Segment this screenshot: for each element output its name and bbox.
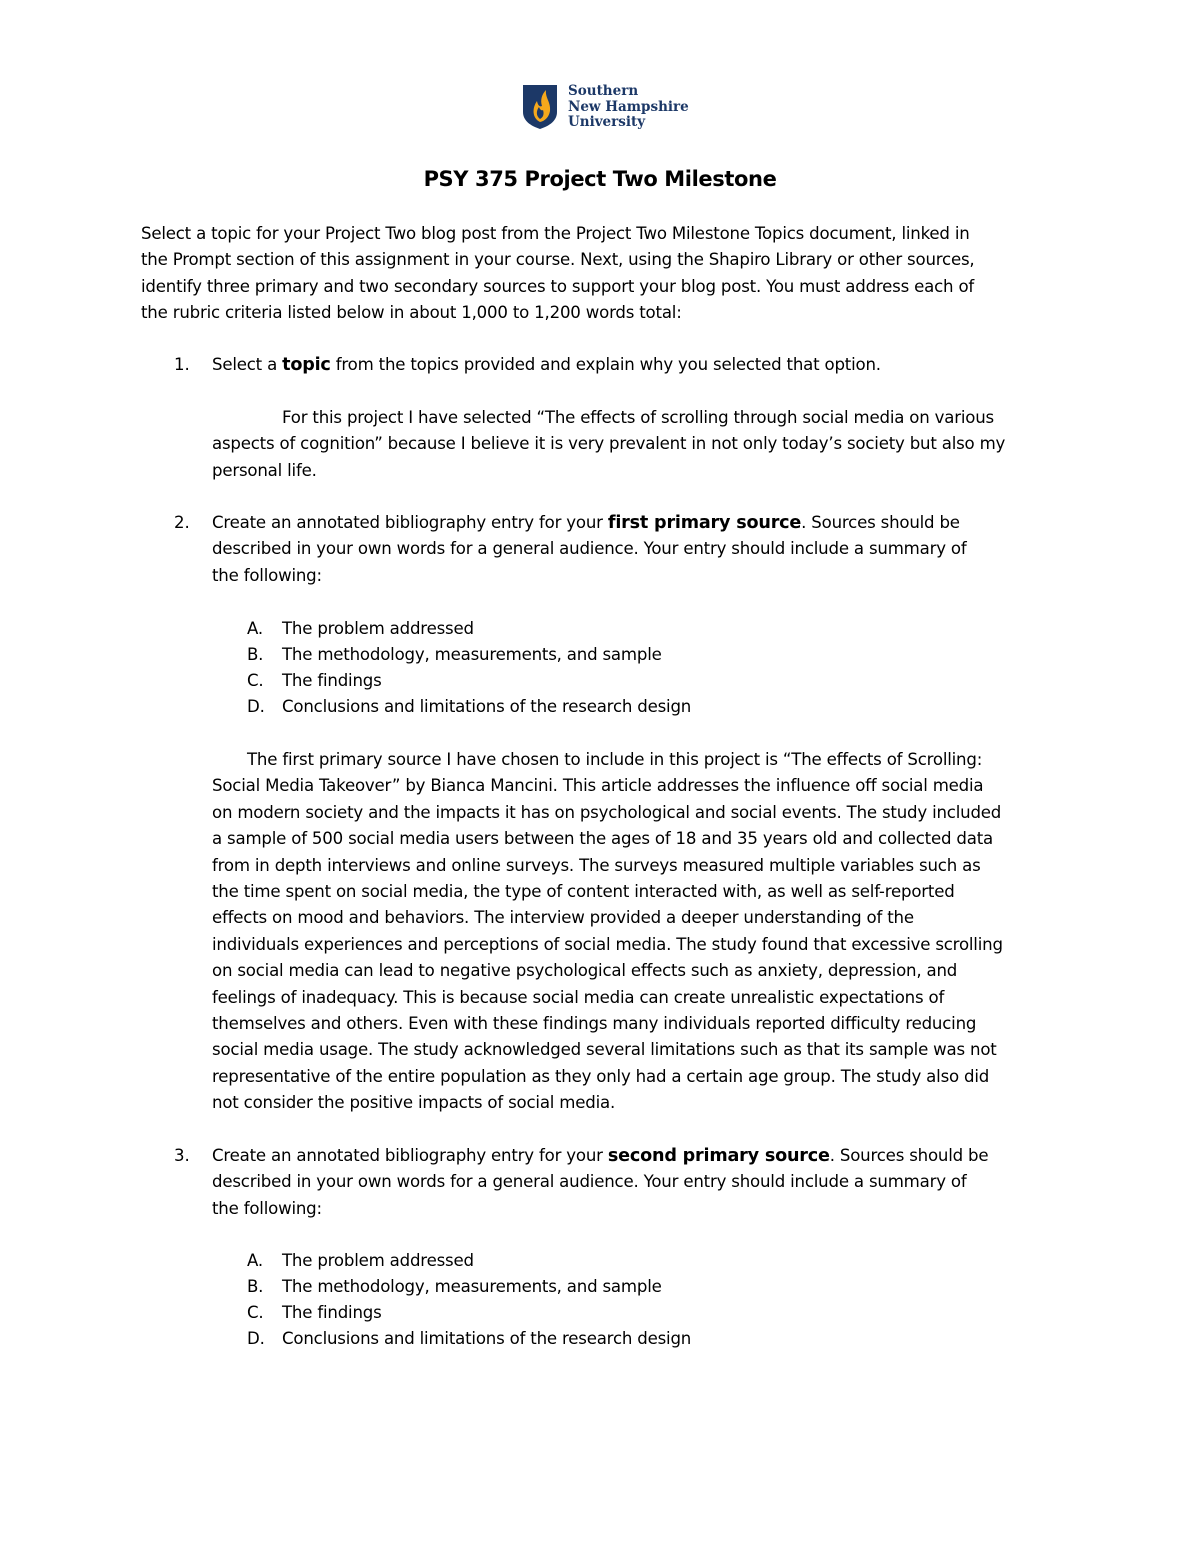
- logo-wordmark: [568, 84, 689, 131]
- answer-line: on modern society and the impacts it has on psychological and social events. The study included: [212, 802, 1002, 822]
- list-letter: A.: [247, 1251, 263, 1270]
- answer-line: Social Media Takeover” by Bianca Mancini. This article addresses the influence off social media: [212, 776, 984, 796]
- answer-line: For this project I have selected “The effects of scrolling through social media on various: [282, 408, 994, 427]
- list-text: The findings: [282, 671, 382, 690]
- logo-line-2: New Hampshire: [568, 98, 689, 115]
- answer-line: the time spent on social media, the type of content interacted with, as well as self-reported: [212, 882, 955, 902]
- answer-line: on social media can lead to negative psychological effects such as anxiety, depression, and: [212, 961, 958, 981]
- list-text: The problem addressed: [282, 1251, 474, 1270]
- item-1-text: [212, 352, 881, 378]
- list-letter: B.: [247, 1277, 264, 1296]
- list-text: The problem addressed: [282, 619, 474, 638]
- answer-line: personal life.: [212, 460, 317, 480]
- item-number: 2.: [174, 513, 190, 532]
- answer-line: representative of the entire population as they only had a certain age group. The study also did: [212, 1066, 990, 1086]
- answer-line: The first primary source I have chosen to include in this project is “The effects of Scrolling:: [247, 750, 983, 769]
- answer-line: aspects of cognition” because I believe it is very prevalent in not only today’s society but also my: [212, 434, 1006, 454]
- answer-line: themselves and others. Even with these findings many individuals reported difficulty reducing: [212, 1014, 977, 1034]
- list-letter: D.: [247, 1329, 265, 1348]
- answer-line: feelings of inadequacy. This is because social media can create unrealistic expectations of: [212, 987, 945, 1007]
- list-text: Conclusions and limitations of the research design: [282, 697, 692, 716]
- item-bold-term: topic: [282, 355, 331, 375]
- item-3-text: [212, 1143, 988, 1222]
- item-bold-term: second primary source: [607, 1146, 830, 1166]
- item-bold-term: first primary source: [607, 513, 802, 533]
- item-line: described in your own words for a general audience. Your entry should include a summary of: [212, 1172, 967, 1192]
- item-text-after: from the topics provided and explain why you selected that option.: [330, 355, 881, 374]
- item-number: 1.: [174, 355, 190, 374]
- answer-line: a sample of 500 social media users between the ages of 18 and 35 years old and collected data: [212, 829, 993, 849]
- list-text: Conclusions and limitations of the research design: [282, 1329, 692, 1348]
- item-text-after: . Sources should be: [829, 1146, 989, 1165]
- list-letter: C.: [247, 1303, 264, 1322]
- item-text-before: Create an annotated bibliography entry for your: [212, 1146, 608, 1165]
- answer-line: from in depth interviews and online surveys. The surveys measured multiple variables such as: [212, 855, 981, 875]
- list-text: The methodology, measurements, and sample: [282, 1277, 662, 1296]
- list-letter: D.: [247, 697, 265, 716]
- answer-line: effects on mood and behaviors. The interview provided a deeper understanding of the: [212, 908, 914, 928]
- list-letter: A.: [247, 619, 263, 638]
- item-text-before: Create an annotated bibliography entry for your: [212, 513, 608, 532]
- list-text: The findings: [282, 1303, 382, 1322]
- logo-line-3: University: [568, 114, 646, 130]
- answer-2-paragraph: [212, 747, 1003, 1117]
- intro-line: the rubric criteria listed below in about 1,000 to 1,200 words total:: [141, 303, 682, 323]
- item-2-text: [212, 510, 967, 589]
- shield-flame-icon: [522, 84, 562, 130]
- list-letter: B.: [247, 645, 264, 664]
- intro-line: identify three primary and two secondary sources to support your blog post. You must address each of: [141, 276, 975, 296]
- list-letter: C.: [247, 671, 264, 690]
- answer-line: individuals experiences and perceptions of social media. The study found that excessive scrolling: [212, 934, 1003, 954]
- intro-line: the Prompt section of this assignment in your course. Next, using the Shapiro Library or other sources,: [141, 250, 975, 270]
- page-title: PSY 375 Project Two Milestone: [423, 167, 777, 191]
- intro-paragraph: [141, 221, 974, 327]
- intro-line: Select a topic for your Project Two blog post from the Project Two Milestone Topics document, linked in: [141, 224, 970, 243]
- answer-line: not consider the positive impacts of social media.: [212, 1093, 616, 1113]
- university-logo: [522, 84, 692, 134]
- item-number: 3.: [174, 1146, 190, 1165]
- item-text-after: . Sources should be: [801, 513, 960, 532]
- item-line: the following:: [212, 565, 322, 585]
- list-text: The methodology, measurements, and sample: [282, 645, 662, 664]
- item-line: the following:: [212, 1198, 322, 1218]
- item-line: described in your own words for a general audience. Your entry should include a summary of: [212, 539, 967, 559]
- answer-1-paragraph: [212, 405, 1005, 484]
- answer-line: social media usage. The study acknowledged several limitations such as that its sample was not: [212, 1040, 997, 1060]
- item-text-before: Select a: [212, 355, 283, 374]
- logo-line-1: Southern: [568, 83, 639, 99]
